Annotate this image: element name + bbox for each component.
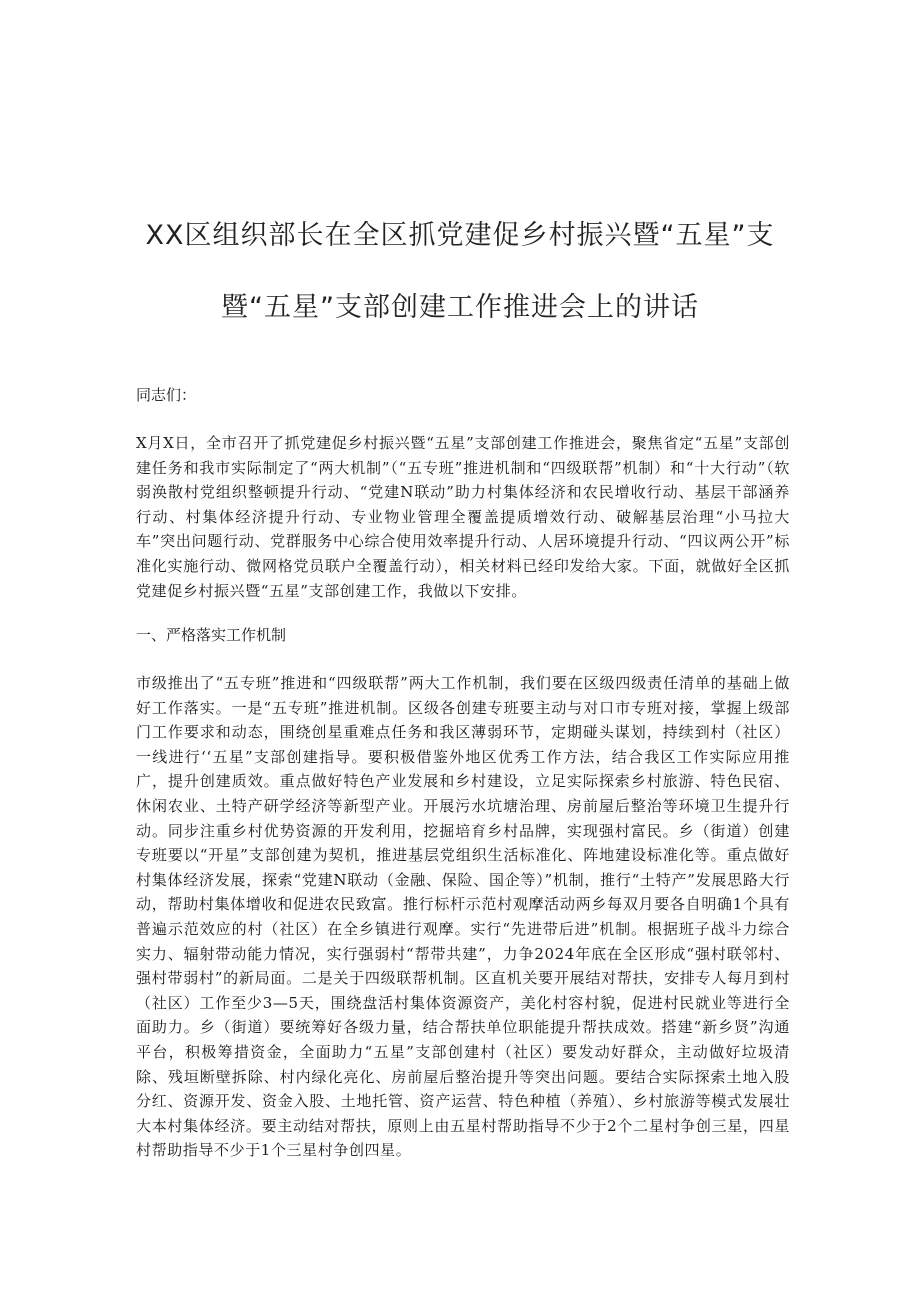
section-heading: 一、严格落实工作机制 (136, 626, 287, 644)
document-title: XX区组织部长在全区抓党建促乡村振兴暨“五星”支暨“五星”支部创建工作推进会上的讲话 (145, 220, 775, 323)
salutation: 同志们： (136, 386, 197, 404)
intro-paragraph: X月X日，全市召开了抓党建促乡村振兴暨“五星”支部创建工作推进会，聚焦省定“五星”支部创建任务和我市实际制定了“两大机制”（“五专班”推进机制和“四级联帮”机制）和“十大行动”（软弱涣散村党组织整顿提升行动、“党建N联动”助力村集体经济和农民增收行动、基层干部涵养行动、村集体经济提升行动、专业物业管理全覆盖提质增效行动、破解基层治理“小马拉大车”突出问题行动、党群服务中心综合使用效率提升行动、人居环境提升行动、“四议两公开”标准化实施行动、微网格党员联户全覆盖行动），相关材料已经印发给大家。下面，就做好全区抓党建促乡村振兴暨“五星”支部创建工作，我做以下安排。 (136, 434, 790, 600)
body-paragraph: 市级推出了“五专班”推进和“四级联帮”两大工作机制，我们要在区级四级责任清单的基础上做好工作落实。一是“五专班”推进机制。区级各创建专班要主动与对口市专班对接，掌握上级部门工作要求和动态，围绕创星重难点任务和我区薄弱环节，定期碰头谋划，持续到村（社区）一线进行‘‘五星”支部创建指导。要积极借鉴外地区优秀工作方法，结合我区工作实际应用推广，提升创建质效。重点做好特色产业发展和乡村建设，立足实际探索乡村旅游、特色民宿、休闲农业、土特产研学经济等新型产业。开展污水坑塘治理、房前屋后整治等环境卫生提升行动。同步注重乡村优势资源的开发利用，挖掘培育乡村品牌，实现强村富民。乡（街道）创建专班要以“开星”支部创建为契机，推进基层党组织生活标准化、阵地建设标准化等。重点做好村集体经济发展，探索“党建N联动（金融、保险、国企等）”机制，推行“土特产”发展思路大行动，帮助村集体增收和促进农民致富。推行标杆示范村观摩活动两乡每双月要各自明确1个具有普遍示范效应的村（社区）在全乡镇进行观摩。实行“先进带后进”机制。根据班子战斗力综合实力、辐射带动能力情况，实行强弱村“帮带共建”，力争2024年底在全区形成“强村联邻村、强村带弱村”的新局面。二是关于四级联帮机制。区直机关要开展结对帮扶，安排专人每月到村（社区）工作至少3—5天，围绕盘活村集体资源资产，美化村容村貌，促进村民就业等进行全面助力。乡（街道）要统筹好各级力量，结合帮扶单位职能提升帮扶成效。搭建“新乡贤”沟通平台，积极筹措资金，全面助力“五星”支部创建村（社区）要发动好群众，主动做好垃圾清除、残垣断壁拆除、村内绿化亮化、房前屋后整治提升等突出问题。要结合实际探索土地入股分红、资源开发、资金入股、土地托管、资产运营、特色种植（养殖）、乡村旅游等模式发展壮大本村集体经济。要主动结对帮扶，原则上由五星村帮助指导不少于2个二星村争创三星，四星村帮助指导不少于1个三星村争创四星。 (136, 674, 790, 1160)
